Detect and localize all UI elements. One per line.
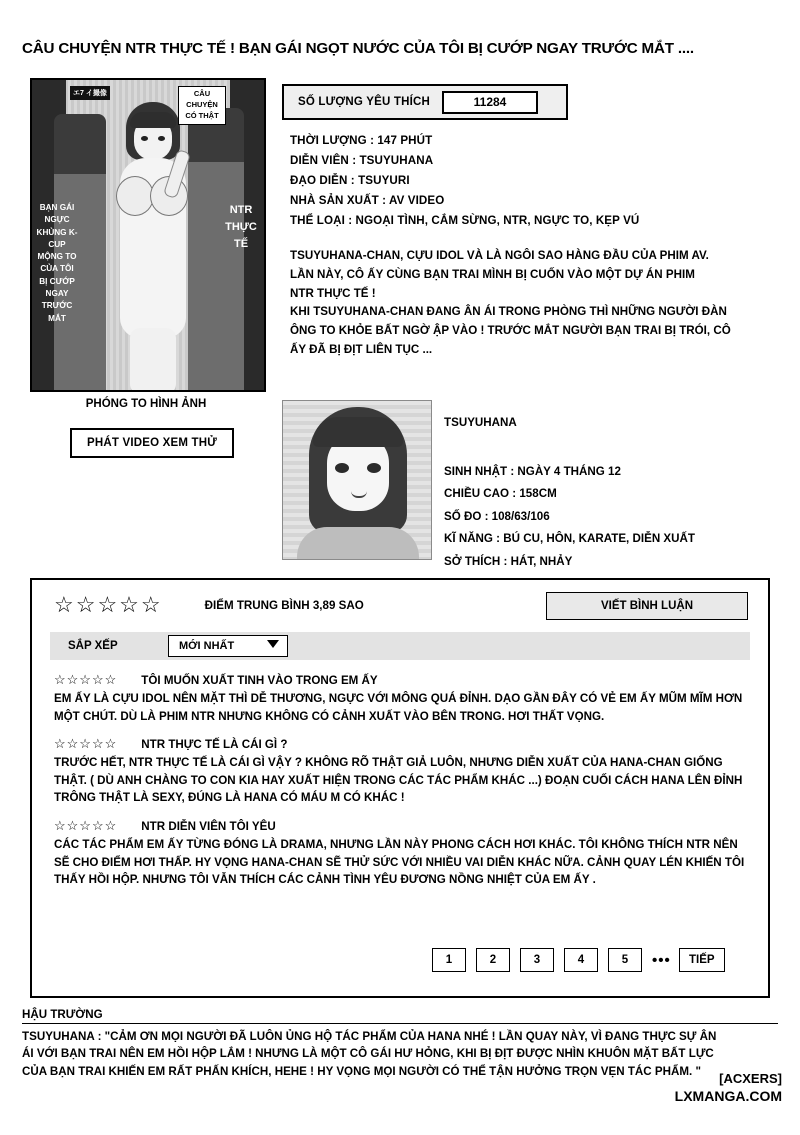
girl-fringe <box>130 112 176 128</box>
next-page-button[interactable]: TIẾP <box>679 948 725 972</box>
comment-stars: ☆☆☆☆☆ <box>54 672 118 687</box>
girl-bust-left <box>116 176 154 216</box>
cover-girl <box>110 102 194 390</box>
comment-item <box>54 736 754 807</box>
cover-image[interactable] <box>30 78 266 392</box>
average-rating-stars[interactable]: ☆☆☆☆☆ <box>54 592 163 617</box>
girl-eye-left <box>141 136 148 141</box>
behind-the-scenes <box>22 1008 778 1080</box>
sort-selected-value: MỚI NHẤT <box>179 640 235 652</box>
comment-header <box>54 736 754 752</box>
cover-badge-true-story: CÂU CHUYỆN CÓ THẬT <box>178 86 226 125</box>
credit-site: LXMANGA.COM <box>674 1087 782 1104</box>
page-button-3[interactable]: 3 <box>520 948 554 972</box>
actress-photo[interactable] <box>282 400 432 560</box>
girl-legs <box>130 328 176 392</box>
actress-skills: KĨ NĂNG : BÚ CU, HÔN, KARATE, DIỄN XUẤT <box>444 532 695 546</box>
comment-title[interactable]: TÔI MUỐN XUẤT TINH VÀO TRONG EM ẤY <box>141 673 378 687</box>
synopsis-line-6: ẤY ĐÃ BỊ ĐỊT LIÊN TỤC ... <box>290 342 433 356</box>
comment-title[interactable]: NTR DIỄN VIÊN TÔI YÊU <box>141 819 276 833</box>
comment-stars: ☆☆☆☆☆ <box>54 818 118 834</box>
comment-body: EM ẤY LÀ CỰU IDOL NÊN MẶT THÌ DỄ THƯƠNG, NGỰC VỚI MÔNG QUÁ ĐỈNH. DẠO GẦN ĐÂY CÓ VẺ EM ẤY MŨM MĨM HƠN MỘT CHÚT. DÙ LÀ PHIM NTR NHƯNG KHÔNG CÓ CẢNH XUẤT VÀO BÊN TRONG. HƠI THẤT VỌNG. <box>54 692 743 723</box>
favourites-label: SỐ LƯỢNG YÊU THÍCH <box>298 96 430 108</box>
girl-eye-right <box>158 136 165 141</box>
actress-name: TSUYUHANA <box>444 416 517 429</box>
pagination <box>432 948 725 972</box>
actress-eye-right <box>367 463 381 473</box>
comment-stars: ☆☆☆☆☆ <box>54 736 118 752</box>
comment-body: TRƯỚC HẾT, NTR THỰC TẾ LÀ CÁI GÌ VẬY ? KHÔNG RÕ THẬT GIẢ LUÔN, NHƯNG DIỄN XUẤT CỦA HANA-CHAN GIỐNG THẬT. ( DÙ ANH CHÀNG TO CON KIA HAY XUẤT HIỆN TRONG CÁC TÁC PHẨM KHÁC ...) ĐOẠN CUỐI CÁCH HANA LÊN ĐỈNH TRÔNG THẬT LÀ SEXY, ĐÚNG LÀ HANA CÓ MÁU M CÓ KHÁC ! <box>54 756 743 805</box>
chevron-down-icon <box>267 640 279 648</box>
synopsis-line-4: KHI TSUYUHANA-CHAN ĐANG ÂN ÁI TRONG PHÒNG THÌ NHỮNG NGƯỜI ĐÀN <box>290 305 727 319</box>
favourites-count: 11284 <box>442 91 538 114</box>
synopsis-line-1: TSUYUHANA-CHAN, CỰU IDOL VÀ LÀ NGÔI SAO HÀNG ĐẦU CỦA PHIM AV. <box>290 249 709 262</box>
actress-fringe <box>313 417 403 447</box>
synopsis-line-2: LẦN NÀY, CÔ ẤY CÙNG BẠN TRAI MÌNH BỊ CUỐN VÀO MỘT DỰ ÁN PHIM <box>290 267 695 281</box>
play-trailer-button[interactable]: PHÁT VIDEO XEM THỬ <box>70 428 234 458</box>
page-button-4[interactable]: 4 <box>564 948 598 972</box>
comment-header <box>54 672 754 688</box>
behind-the-scenes-text: TSUYUHANA : "CẢM ƠN MỌI NGƯỜI ĐÃ LUÔN ỦNG HỘ TÁC PHẨM CỦA HANA NHÉ ! LẦN QUAY NÀY, VÌ ĐANG THỰC SỰ ÂN ÁI VỚI BẠN TRAI NÊN EM HỒI HỘP LẮM ! NHƯNG LÀ MỘT CÔ GÁI HƯ HỎNG, KHI BỊ ĐỊT ĐƯỢC NHÌN KHUÔN MẶT BẤT LỰC CỦA BẠN TRAI KHIẾN EM RẤT PHẤN KHÍCH, HEHE ! HY VỌNG MỌI NGƯỜI CÓ THỂ TẬN HƯỞNG TRỌN VẸN TÁC PHẨM. " <box>22 1030 717 1078</box>
reviews-panel <box>30 578 770 998</box>
cover-corner-tag: エ7 イ撮像 <box>70 86 110 100</box>
credits <box>675 1071 782 1105</box>
synopsis-line-3: NTR THỰC TẾ ! <box>290 286 376 300</box>
actress-hobbies: SỞ THÍCH : HÁT, NHẢY <box>444 554 573 568</box>
page-button-5[interactable]: 5 <box>608 948 642 972</box>
page-title: CÂU CHUYỆN NTR THỰC TẾ ! BẠN GÁI NGỌT NƯỚC CỦA TÔI BỊ CƯỚP NGAY TRƯỚC MẮT .... <box>22 40 694 57</box>
average-rating-label: ĐIỂM TRUNG BÌNH 3,89 SAO <box>204 598 364 612</box>
meta-genre: THỂ LOẠI : NGOẠI TÌNH, CẮM SỪNG, NTR, NGỰC TO, KẸP VÚ <box>290 213 640 227</box>
comment-item <box>54 672 754 725</box>
meta-duration: THỜI LƯỢNG : 147 PHÚT <box>290 134 433 147</box>
page-button-2[interactable]: 2 <box>476 948 510 972</box>
meta-actress: DIỄN VIÊN : TSUYUHANA <box>290 153 434 167</box>
comment-item <box>54 818 754 889</box>
meta-producer: NHÀ SẢN XUẤT : AV VIDEO <box>290 193 445 207</box>
pagination-ellipsis: ••• <box>652 951 671 969</box>
comment-body: CÁC TÁC PHẨM EM ẤY TỪNG ĐÓNG LÀ DRAMA, NHƯNG LẦN NÀY PHONG CÁCH HƠI KHÁC. TÔI KHÔNG THÍCH NTR NÊN SẼ CHO ĐIỂM HƠI THẤP. HY VỌNG HANA-CHAN SẼ THỬ SỨC VỚI NHIỀU VAI DIỄN KHÁC NỮA. CẢNH QUAY LÉN KHIẾN TÔI THẤY HỒI HỘP. NHƯNG TÔI VẪN THÍCH CÁC CẢNH TÌNH YÊU ĐƯƠNG NỒNG NHIỆT CỦA EM ẤY . <box>54 838 745 887</box>
credit-group: [ACXERS] <box>719 1071 782 1087</box>
cover-left-copy: BẠN GÁI NGỰC KHỦNG K-CUP MỘNG TO CỦA TÔI BỊ CƯỚP NGAY TRƯỚC MẮT <box>36 203 78 323</box>
cover-right-copy: NTR THỰC TẾ <box>225 204 257 251</box>
sort-row <box>50 632 750 660</box>
comment-title[interactable]: NTR THỰC TẾ LÀ CÁI GÌ ? <box>141 737 288 751</box>
actress-birthday: SINH NHẬT : NGÀY 4 THÁNG 12 <box>444 464 621 478</box>
actress-shoulders <box>297 527 419 560</box>
favourites-bar <box>282 84 568 120</box>
synopsis <box>290 247 768 360</box>
zoom-image-label[interactable]: PHÓNG TO HÌNH ẢNH <box>85 398 207 410</box>
sort-label: SẮP XẾP <box>68 640 118 652</box>
actress-height: CHIỀU CAO : 158CM <box>444 487 557 501</box>
page-button-1[interactable]: 1 <box>432 948 466 972</box>
actress-info <box>444 412 774 574</box>
actress-measurements: SỐ ĐO : 108/63/106 <box>444 509 550 523</box>
actress-eye-left <box>335 463 349 473</box>
sort-select[interactable] <box>168 635 288 657</box>
write-review-button[interactable]: VIẾT BÌNH LUẬN <box>546 592 748 620</box>
meta-director: ĐẠO DIỄN : TSUYURI <box>290 173 410 187</box>
comment-header <box>54 818 754 834</box>
comments-list <box>54 672 754 900</box>
behind-the-scenes-header: HẬU TRƯỜNG <box>22 1008 778 1024</box>
metadata-list <box>290 131 770 231</box>
synopsis-line-5: ÔNG TO KHỎE BẤT NGỜ ẬP VÀO ! TRƯỚC MẮT NGƯỜI BẠN TRAI BỊ TRÓI, CÔ <box>290 324 731 338</box>
rating-row <box>54 594 364 616</box>
